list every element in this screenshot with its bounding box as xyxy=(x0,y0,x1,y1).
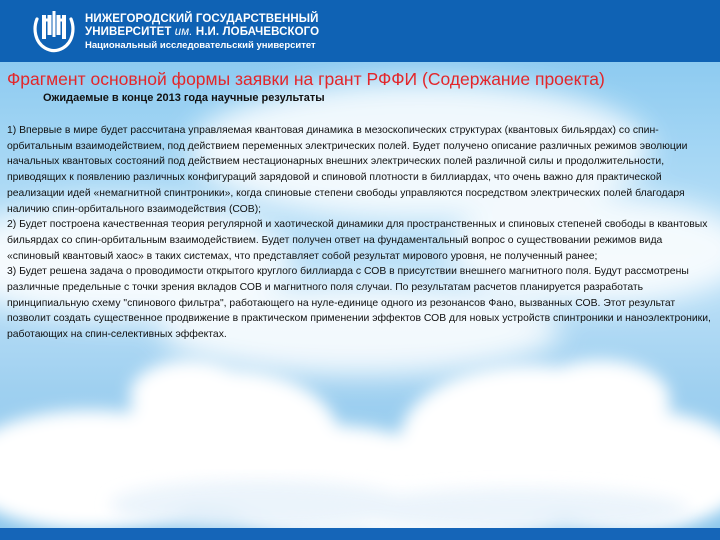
university-subtitle: Национальный исследовательский университет xyxy=(85,40,316,51)
footer-bar xyxy=(0,528,720,540)
slide-title: Фрагмент основной формы заявки на грант РФФИ (Содержание проекта) xyxy=(7,69,605,89)
result-paragraph-1: 1) Впервые в мире будет рассчитана управляемая квантовая динамика в мезоскопических структурах (квантовых бильярдах) со спин-орбитальным взаимодействием, под действием переменных электрических полей. Будет получено описание различных режимов эволюции начальных квантовых состояний под действием нестационарных внешних электрических полей различной силы и продолжительности, приводящих к появлению различных конфигураций зарядовой и спиновой плотности в биллиардах, что очень важно для практической реализации идей «немагнитной спинтроники», когда спиновые степени свободы управляются посредством электрических полей благодаря наличию спин-орбитального взаимодействия (СОВ); xyxy=(7,125,688,215)
results-text xyxy=(7,123,715,343)
university-name-line2: УНИВЕРСИТЕТ им. Н.И. ЛОБАЧЕВСКОГО xyxy=(85,26,320,38)
result-paragraph-3: 3) Будет решена задача о проводимости открытого круглого биллиарда с СОВ в присутствии внешнего магнитного поля. Будут рассмотрены различные предельные с точки зрения вкладов СОВ и магнитного поля случаи. По результатам расчетов планируется разработать принципиальную схему "спинового фильтра", работающего на нуле-единице одного из резонансов Фано, вызванных СОВ. Этот результат позволит создать существенное продвижение в практическом применении эффектов СОВ для новых устройств спинтроники и наноэлектроники, работающих на спин-селективных эффектах. xyxy=(7,266,711,341)
university-name-line1: НИЖЕГОРОДСКИЙ ГОСУДАРСТВЕННЫЙ xyxy=(85,13,319,25)
section-subtitle: Ожидаемые в конце 2013 года научные результаты xyxy=(43,92,325,104)
result-paragraph-2: 2) Будет построена качественная теория регулярной и хаотической динамики для пространственных и спиновых степеней свободы в квантовых бильярдах со спин-орбитальным взаимодействием. Будет получен ответ на фундаментальный вопрос о существовании режимов вида «спиновый квантовый хаос» в таких системах, что представляет собой результат мирового уровня, не полученный ранее; xyxy=(7,219,708,262)
university-header xyxy=(0,0,720,62)
nnu-logo-icon xyxy=(31,9,77,53)
